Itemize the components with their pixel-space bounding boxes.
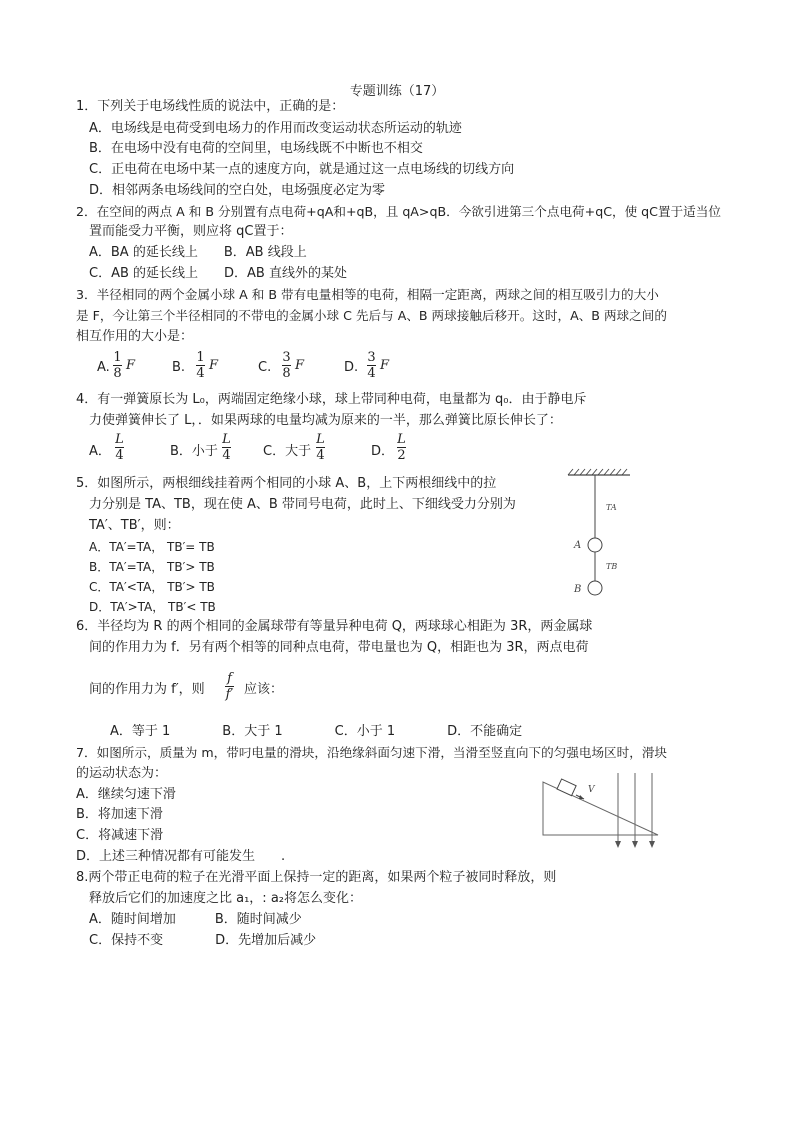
q3-option-b-label: B. <box>172 360 186 375</box>
q5-figure-label-tb: TB <box>606 562 618 571</box>
q3-option-a-label: A. <box>97 360 110 375</box>
q3-option-d-label: D. <box>344 360 359 375</box>
q8-stem-line1: 8.两个带正电荷的粒子在光滑平面上保持一定的距离，如果两个粒子被同时释放，则 <box>76 870 557 885</box>
q4-option-a-label: A． <box>89 444 111 459</box>
q2-stem-line1: 2．在空间的两点 A 和 B 分别置有点电荷+qA和+qB，且 qA>qB．今欲引进第三个点电荷+qC，使 qC置于适当位 <box>76 204 721 219</box>
q6-stem-line3: 间的作用力为 f′，则 <box>89 682 205 697</box>
q3-option-c-label: C. <box>258 360 272 375</box>
q5-figure-label-ball-b: B <box>574 584 582 595</box>
q5-option-b: B．TA′=TA， TB′> TB <box>89 560 215 574</box>
q5-stem-line2: 力分别是 TA、TB，现在使 A、B 带同号电荷，此时上、下细线受力分别为 <box>89 497 516 512</box>
q1-stem: 1．下列关于电场线性质的说法中，正确的是： <box>76 99 345 114</box>
q3-stem-line3: 相互作用的大小是： <box>76 329 194 344</box>
q5-option-c: C．TA′<TA， TB′> TB <box>89 580 215 594</box>
q3-option-d-fraction: 3 4 <box>367 350 376 381</box>
q7-option-b: B．将加速下滑 <box>76 807 163 822</box>
q4-option-c-label: C．大于 <box>263 444 312 459</box>
q1-option-b: B．在电场中没有电荷的空间里，电场线既不中断也不相交 <box>89 141 423 156</box>
q3-option-a-fraction: 1 8 <box>113 350 122 381</box>
q3-option-b-var: F <box>209 358 219 373</box>
q4-option-d-label: D． <box>371 444 395 459</box>
q6-stem-line1: 6．半径均为 R 的两个相同的金属球带有等量异种电荷 Q，两球球心相距为 3R，两金属球 <box>76 619 593 634</box>
q5-hanging-balls-figure <box>560 468 640 603</box>
q4-option-b-fraction: L 4 <box>222 432 231 463</box>
q4-option-d-fraction: L 2 <box>397 432 406 463</box>
q7-incline-field-figure <box>538 770 663 850</box>
q7-stem-line2: 的运动状态为： <box>76 766 168 781</box>
q4-option-c-fraction: L 4 <box>316 432 325 463</box>
q2-stem-line2: 置而能受力平衡，则应将 qC置于： <box>89 224 293 239</box>
q1-option-c: C．正电荷在电场中某一点的速度方向，就是通过这一点电场线的切线方向 <box>89 162 515 177</box>
q1-option-a: A．电场线是电荷受到电场力的作用而改变运动状态所运动的轨迹 <box>89 121 462 136</box>
q3-option-a-var: F <box>126 358 136 373</box>
q3-option-c-var: F <box>295 358 305 373</box>
q3-stem-line2: 是 F，今让第三个半径相同的不带电的金属小球 C 先后与 A、B 两球接触后移开。这时，A、B 两球之间的 <box>76 308 667 323</box>
q6-stem-line2: 间的作用力为 f．另有两个相等的同种点电荷，带电量也为 Q，相距也为 3R，两点电荷 <box>89 640 589 655</box>
page-title: 专题训练（17） <box>349 84 445 99</box>
q6-ratio-fraction: f f′ <box>225 671 234 702</box>
q5-option-d: D．TA′>TA， TB′< TB <box>89 600 216 614</box>
q4-stem-line1: 4．有一弹簧原长为 L₀，两端固定绝缘小球，球上带同种电荷，电量都为 q₀．由于静电斥 <box>76 392 587 407</box>
q7-option-a: A．继续匀速下滑 <box>76 787 176 802</box>
q8-options-cd: C．保持不变 D．先增加后减少 <box>89 933 317 948</box>
q3-option-b-fraction: 1 4 <box>196 350 205 381</box>
q6-stem-line3-tail: 应该： <box>244 682 284 697</box>
q8-stem-line2: 释放后它们的加速度之比 a₁，: a₂将怎么变化： <box>89 891 363 906</box>
q1-option-d: D．相邻两条电场线间的空白处，电场强度必定为零 <box>89 183 386 198</box>
q7-figure-velocity-label: V <box>588 785 595 795</box>
q5-option-a: A．TA′=TA， TB′= TB <box>89 540 215 554</box>
q5-stem-line3: TA′、TB′，则： <box>89 518 180 533</box>
q3-option-c-fraction: 3 8 <box>282 350 291 381</box>
q4-stem-line2: 力使弹簧伸长了 L，．如果两球的电量均减为原来的一半，那么弹簧比原长伸长了： <box>89 413 562 428</box>
q3-option-d-var: F <box>380 358 390 373</box>
q7-option-c: C．将减速下滑 <box>76 828 164 843</box>
q2-options-ab: A．BA 的延长线上 B．AB 线段上 <box>89 245 307 260</box>
q8-options-ab: A．随时间增加 B．随时间减少 <box>89 912 302 927</box>
q5-stem-line1: 5．如图所示，两根细线挂着两个相同的小球 A、B，上下两根细线中的拉 <box>76 476 497 491</box>
q3-stem-line1: 3．半径相同的两个金属小球 A 和 B 带有电量相等的电荷，相隔一定距离，两球之间的相互吸引力的大小 <box>76 287 659 302</box>
q5-figure-label-ball-a: A <box>574 540 582 551</box>
q4-option-b-label: B．小于 <box>170 444 218 459</box>
q7-option-d: D．上述三种情况都有可能发生 . <box>76 849 286 864</box>
q5-figure-label-ta: TA <box>606 503 617 512</box>
q2-options-cd: C．AB 的延长线上 D．AB 直线外的某处 <box>89 266 347 281</box>
q4-option-a-fraction: L 4 <box>115 432 124 463</box>
q7-stem-line1: 7．如图所示，质量为 m，带叼电量的滑块，沿绝缘斜面匀速下滑，当滑至竖直向下的匀强电场区时，滑块 <box>76 745 668 760</box>
q6-options: A．等于 1 B．大于 1 C．小于 1 D．不能确定 <box>110 724 523 739</box>
